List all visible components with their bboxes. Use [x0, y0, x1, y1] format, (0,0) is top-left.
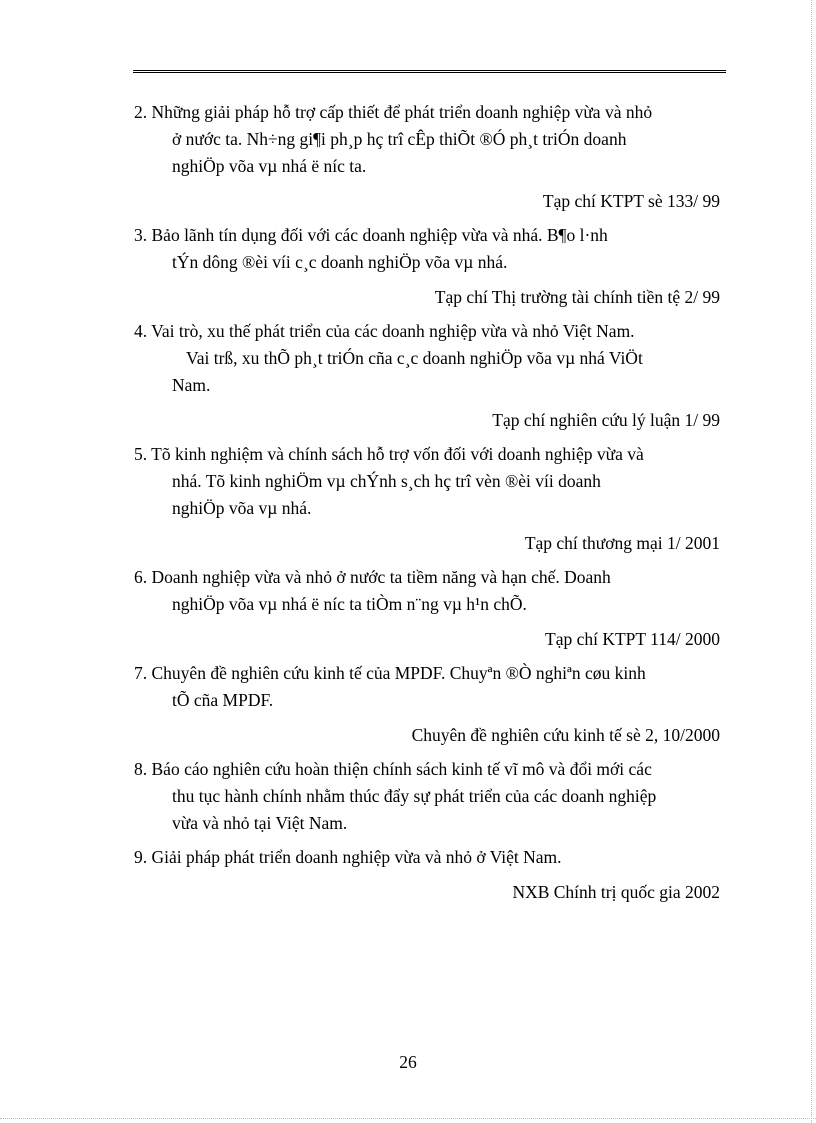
reference-line: vừa và nhỏ tại Việt Nam.: [172, 813, 348, 833]
reference-line: nghiÖp võa vµ nhá ë níc ta.: [172, 156, 367, 176]
reference-line: tÕ cña MPDF.: [172, 690, 274, 710]
reference-line: 4. Vai trò, xu thế phát triển của các doanh nghiệp vừa và nhỏ Việt Nam.: [134, 321, 635, 341]
reference-line: 8. Báo cáo nghiên cứu hoàn thiện chính sách kinh tế vĩ mô và đổi mới các: [134, 759, 652, 779]
reference-item: [134, 318, 720, 434]
reference-list: [134, 99, 720, 906]
reference-line: 3. Bảo lãnh tín dụng đối với các doanh nghiệp vừa và nhá. B¶o l·nh: [134, 225, 608, 245]
reference-source: Tạp chí Thị trường tài chính tiền tệ 2/ 99: [434, 287, 720, 307]
reference-item: [134, 441, 720, 557]
reference-item: [134, 660, 720, 749]
reference-line: 2. Những giải pháp hỗ trợ cấp thiết để phát triển doanh nghiệp vừa và nhỏ: [134, 102, 653, 122]
reference-source: NXB Chính trị quốc gia 2002: [512, 882, 720, 902]
reference-line: nghiÖp võa vµ nhá ë níc ta tiÒm n¨ng vµ h¹n chÕ.: [172, 594, 527, 614]
reference-source: Chuyên đề nghiên cứu kinh tế sè 2, 10/2000: [411, 725, 720, 745]
page-border: [0, 1118, 816, 1119]
reference-source: Tạp chí KTPT 114/ 2000: [545, 629, 720, 649]
reference-line: Nam.: [172, 375, 211, 395]
reference-item: [134, 564, 720, 653]
reference-line: 7. Chuyên đề nghiên cứu kinh tế của MPDF. Chuyªn ®Ò nghiªn cøu kinh: [134, 663, 646, 683]
header-rule: [133, 70, 726, 73]
reference-source: Tạp chí nghiên cứu lý luận 1/ 99: [492, 410, 720, 430]
reference-line: nhá. Tõ kinh nghiÖm vµ chÝnh s¸ch hç trî vèn ®èi víi doanh: [172, 471, 601, 491]
page-border: [811, 0, 812, 1123]
reference-line: 9. Giải pháp phát triển doanh nghiệp vừa và nhỏ ở Việt Nam.: [134, 847, 562, 867]
reference-source: Tạp chí KTPT sè 133/ 99: [542, 191, 720, 211]
reference-line: thu tục hành chính nhằm thúc đẩy sự phát triển của các doanh nghiệp: [172, 786, 657, 806]
reference-item: [134, 99, 720, 215]
reference-source: Tạp chí thương mại 1/ 2001: [524, 533, 720, 553]
reference-item: [134, 844, 720, 906]
page-number: 26: [399, 1052, 417, 1072]
reference-line: 5. Tõ kinh nghiệm và chính sách hỗ trợ vốn đối với doanh nghiệp vừa và: [134, 444, 644, 464]
reference-item: [134, 222, 720, 311]
reference-line: 6. Doanh nghiệp vừa và nhỏ ở nước ta tiềm năng và hạn chế. Doanh: [134, 567, 611, 587]
reference-item: [134, 756, 720, 837]
reference-line: tÝn dông ®èi víi c¸c doanh nghiÖp võa vµ nhá.: [172, 252, 508, 272]
reference-line: ở nước ta. Nh÷ng gi¶i ph¸p hç trî cÊp thiÕt ®Ó ph¸t triÓn doanh: [172, 129, 627, 149]
reference-line: nghiÖp võa vµ nhá.: [172, 498, 312, 518]
reference-line: Vai trß, xu thÕ ph¸t triÓn cña c¸c doanh nghiÖp võa vµ nhá ViÖt: [186, 348, 643, 368]
